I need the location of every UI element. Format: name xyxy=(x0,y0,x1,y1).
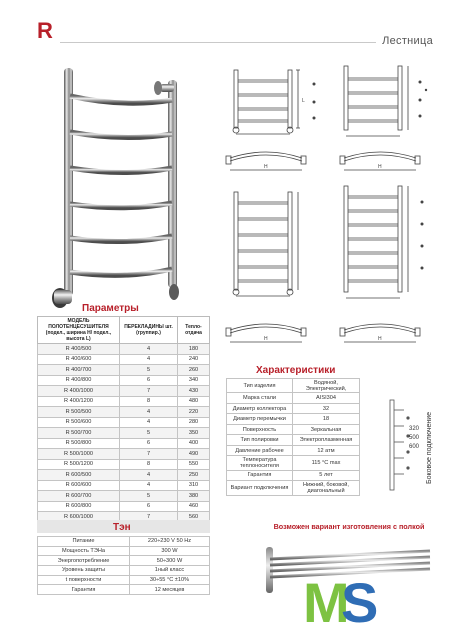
params-row xyxy=(38,459,210,470)
params-row-cell: R 400/1000 xyxy=(38,386,120,397)
header-divider xyxy=(60,42,430,43)
characteristics-row-cell: Электроплазменная xyxy=(293,435,360,446)
ms-logo xyxy=(303,572,385,628)
characteristics-row-cell: 12 атм xyxy=(293,445,360,456)
characteristics-row-cell: Водяной, Электрический, xyxy=(293,379,360,393)
characteristics-row xyxy=(227,470,360,481)
drawing-front-tall-1 xyxy=(224,186,324,302)
params-row-cell: 250 xyxy=(178,470,210,481)
params-row xyxy=(38,407,210,418)
characteristics-row xyxy=(227,445,360,456)
characteristics-row-cell: AISI304 xyxy=(293,393,360,404)
drawing-top-view-1 xyxy=(224,144,320,174)
params-row-cell: 7 xyxy=(120,386,178,397)
params-row xyxy=(38,501,210,512)
params-row xyxy=(38,396,210,407)
characteristics-row xyxy=(227,393,360,404)
params-row-cell: 310 xyxy=(178,480,210,491)
params-row-cell: 7 xyxy=(120,512,178,523)
params-row-cell: 5 xyxy=(120,428,178,439)
params-row-cell: R 400/800 xyxy=(38,375,120,386)
characteristics-row-cell: Нижний, боковой, диагональный xyxy=(293,481,360,495)
params-row-cell: 6 xyxy=(120,375,178,386)
side-connection-label xyxy=(420,406,436,486)
params-row-cell: R 400/1200 xyxy=(38,396,120,407)
ten-row-cell: Уровень защиты xyxy=(38,566,130,576)
characteristics-row-cell: Тип изделия xyxy=(227,379,293,393)
ten-row-cell: 300 W xyxy=(130,546,210,556)
params-row xyxy=(38,386,210,397)
params-row-cell: 8 xyxy=(120,459,178,470)
params-col-rungs: ПЕРЕКЛАДИНЫ шт. (группир.) xyxy=(120,317,178,344)
params-row-cell: R 500/700 xyxy=(38,428,120,439)
params-row-cell: 4 xyxy=(120,480,178,491)
dim-h-label-2: H xyxy=(378,164,382,170)
params-row-cell: 8 xyxy=(120,396,178,407)
characteristics-row xyxy=(227,481,360,495)
ten-row xyxy=(38,556,210,566)
params-row-cell: 460 xyxy=(178,501,210,512)
characteristics-row-cell: Поверхность xyxy=(227,424,293,435)
characteristics-row xyxy=(227,424,360,435)
characteristics-row-cell: Гарантия xyxy=(227,470,293,481)
ten-row xyxy=(38,546,210,556)
params-row-cell: R 400/600 xyxy=(38,354,120,365)
params-row xyxy=(38,491,210,502)
params-row-cell: R 600/600 xyxy=(38,480,120,491)
params-row-cell: 4 xyxy=(120,354,178,365)
params-row xyxy=(38,417,210,428)
params-row-cell: 5 xyxy=(120,365,178,376)
params-row xyxy=(38,449,210,460)
drawing-front-small xyxy=(224,62,324,138)
drawing-front-tall-2 xyxy=(336,178,440,304)
params-row-cell: 550 xyxy=(178,459,210,470)
params-row-cell: 400 xyxy=(178,438,210,449)
params-row xyxy=(38,344,210,355)
params-row xyxy=(38,428,210,439)
dim-h-label-3: H xyxy=(264,336,268,342)
params-row-cell: 490 xyxy=(178,449,210,460)
params-row-cell: R 500/500 xyxy=(38,407,120,418)
params-row-cell: 4 xyxy=(120,470,178,481)
params-row xyxy=(38,354,210,365)
params-row-cell: 5 xyxy=(120,491,178,502)
dim-l-label: L xyxy=(302,98,305,104)
drawing-top-view-3 xyxy=(224,316,320,346)
dim-h-label: H xyxy=(264,164,268,170)
characteristics-row xyxy=(227,403,360,414)
params-row-cell: 340 xyxy=(178,375,210,386)
params-row xyxy=(38,375,210,386)
params-row-cell: R 500/600 xyxy=(38,417,120,428)
params-row-cell: R 400/500 xyxy=(38,344,120,355)
side-value-3: 600 xyxy=(409,444,420,450)
params-row-cell: 4 xyxy=(120,407,178,418)
characteristics-row-cell: Температура теплоносителя xyxy=(227,456,293,470)
characteristics-row-cell: 5 лет xyxy=(293,470,360,481)
ten-row-cell: 12 месяцев xyxy=(130,585,210,595)
ten-row-cell: Гарантия xyxy=(38,585,130,595)
side-value-2: 500 xyxy=(409,435,420,441)
side-connection-label-text: Боковое подключение xyxy=(426,411,433,484)
side-value-1: 320 xyxy=(409,426,420,432)
characteristics-table xyxy=(226,378,360,496)
characteristics-row xyxy=(227,435,360,446)
characteristics-row-cell: Диаметр коллектора xyxy=(227,403,293,414)
page-title: Лестница xyxy=(376,35,433,47)
params-row-cell: 240 xyxy=(178,354,210,365)
params-row-cell: R 400/700 xyxy=(38,365,120,376)
brand-letter: R xyxy=(37,18,53,43)
ten-row-cell: 50÷300 W xyxy=(130,556,210,566)
characteristics-row-cell: 32 xyxy=(293,403,360,414)
characteristics-row-cell: 115 °С max xyxy=(293,456,360,470)
characteristics-row xyxy=(227,456,360,470)
ten-row xyxy=(38,585,210,595)
params-row-cell: 6 xyxy=(120,501,178,512)
shelf-caption: Возможен вариант изготовления с полкой xyxy=(273,522,425,531)
params-row-cell: R 500/1200 xyxy=(38,459,120,470)
characteristics-row xyxy=(227,414,360,425)
characteristics-title: Характеристики xyxy=(256,365,336,376)
characteristics-row xyxy=(227,379,360,393)
characteristics-row-cell: 18 xyxy=(293,414,360,425)
params-row-cell: 430 xyxy=(178,386,210,397)
params-row-cell: 4 xyxy=(120,344,178,355)
characteristics-row-cell: Вариант подключения xyxy=(227,481,293,495)
params-row-cell: 6 xyxy=(120,438,178,449)
params-row-cell: 560 xyxy=(178,512,210,523)
params-row-cell: 180 xyxy=(178,344,210,355)
logo-m: M xyxy=(303,572,350,628)
params-row-cell: 350 xyxy=(178,428,210,439)
params-row-cell: 480 xyxy=(178,396,210,407)
dim-h-label-4: H xyxy=(378,336,382,342)
params-row-cell: R 500/1000 xyxy=(38,449,120,460)
params-row-cell: 4 xyxy=(120,417,178,428)
params-col-heat: Тепло-отдача xyxy=(178,317,210,344)
params-row-cell: 280 xyxy=(178,417,210,428)
characteristics-row-cell: Давление рабочее xyxy=(227,445,293,456)
drawing-top-view-4 xyxy=(338,316,434,346)
characteristics-row-cell: Диаметр перемычки xyxy=(227,414,293,425)
ten-row-cell: t поверхности xyxy=(38,575,130,585)
params-row xyxy=(38,438,210,449)
logo-s: S xyxy=(341,572,379,628)
ten-row-cell: 220÷230 V 50 Hz xyxy=(130,537,210,547)
ten-row-cell: Мощность ТЭНа xyxy=(38,546,130,556)
ten-row xyxy=(38,566,210,576)
params-row-cell: 7 xyxy=(120,449,178,460)
params-row-cell: 380 xyxy=(178,491,210,502)
ten-title: Тэн xyxy=(113,522,131,533)
drawing-front-small-2 xyxy=(336,54,436,140)
characteristics-row-cell: Зеркальная xyxy=(293,424,360,435)
params-row-cell: R 600/800 xyxy=(38,501,120,512)
ten-row-cell: 30÷55 °С ±10% xyxy=(130,575,210,585)
ten-row xyxy=(38,537,210,547)
params-row xyxy=(38,365,210,376)
params-row-cell: 260 xyxy=(178,365,210,376)
params-row-cell: R 600/700 xyxy=(38,491,120,502)
params-title: Параметры xyxy=(82,303,139,314)
ten-row xyxy=(38,575,210,585)
params-col-model: МОДЕЛЬ ПОЛОТЕНЦЕСУШИТЕЛЯ (подкл., ширина H/ подкл., высота L) xyxy=(38,317,120,344)
params-row xyxy=(38,480,210,491)
params-row xyxy=(38,470,210,481)
params-row-cell: R 600/1000 xyxy=(38,512,120,523)
params-row-cell: R 600/500 xyxy=(38,470,120,481)
drawing-top-view-2 xyxy=(338,144,434,174)
product-photo xyxy=(40,60,205,310)
params-row-cell: R 500/800 xyxy=(38,438,120,449)
ten-row-cell: 1ный класс xyxy=(130,566,210,576)
side-connection-values xyxy=(409,425,419,452)
params-row-cell: 220 xyxy=(178,407,210,418)
ten-row-cell: Питание xyxy=(38,537,130,547)
ten-row-cell: Энергопотребление xyxy=(38,556,130,566)
characteristics-row-cell: Тип полировки xyxy=(227,435,293,446)
characteristics-row-cell: Марка стали xyxy=(227,393,293,404)
params-table xyxy=(37,316,210,533)
ten-table xyxy=(37,536,210,595)
